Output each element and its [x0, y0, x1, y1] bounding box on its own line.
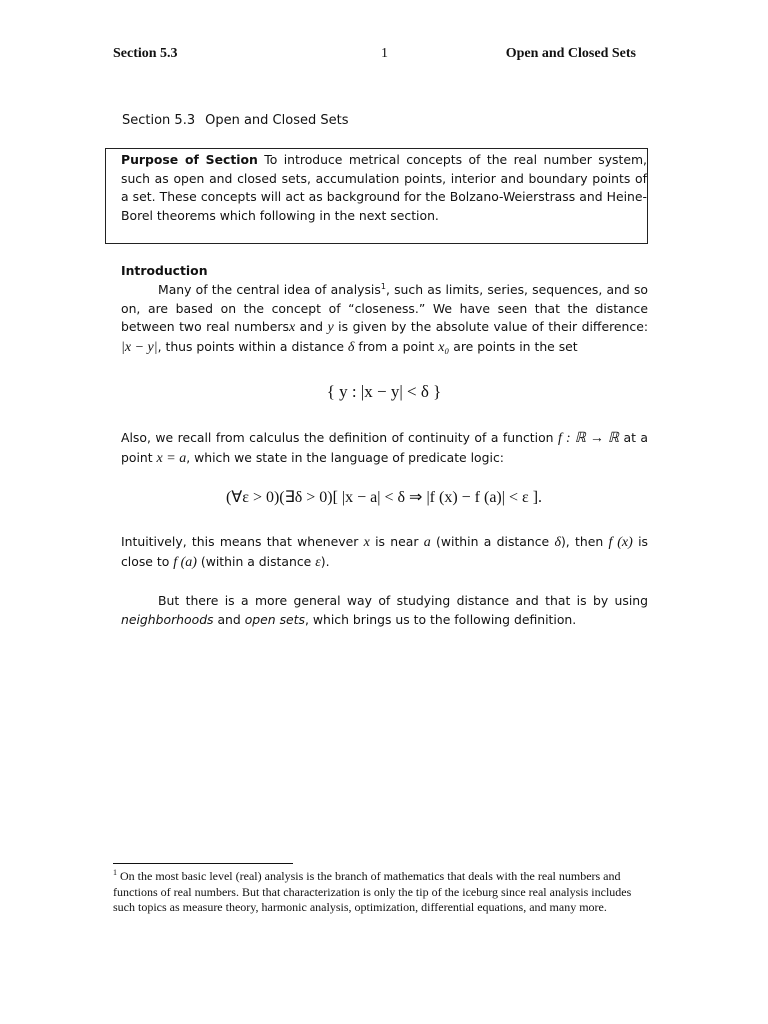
- also-text-c: , which we state in the language of predicate logic:: [186, 449, 504, 465]
- section-number: Section 5.3: [122, 113, 196, 128]
- footnote: [113, 869, 648, 916]
- section-name: Open and Closed Sets: [205, 113, 349, 128]
- intro-and: and: [295, 319, 328, 335]
- f-of-a: f (a): [173, 554, 197, 570]
- intro-text-f: are points in the set: [449, 338, 578, 354]
- general-text-a: But there is a more general way of studying distance and that is by using: [158, 593, 648, 608]
- point-def: x = a: [156, 450, 187, 466]
- intro-text-e: from a point: [354, 338, 439, 354]
- intu-text-g: ).: [320, 553, 330, 569]
- intu-text-b: is near: [369, 534, 424, 549]
- var-x: x: [288, 320, 296, 336]
- intro-text-a: Many of the central idea of analysis: [158, 282, 381, 297]
- f-of-x: f (x): [608, 535, 633, 550]
- var-x-2: x: [363, 535, 370, 550]
- footnote-number: 1: [113, 868, 117, 877]
- purpose-box: [105, 148, 648, 244]
- footnote-text: On the most basic level (real) analysis is the branch of mathematics that deals with the real numbers and functions of real numbers. But that characterization is only the tip of the iceburg since real analysis includes such topics as measure theory, harmonic analysis, optimization, differential equations, and many more.: [113, 869, 632, 914]
- footnote-divider: [113, 863, 293, 864]
- general-text-b: and: [213, 611, 245, 627]
- general-text-c: , which brings us to the following definition.: [304, 611, 577, 627]
- var-a: a: [423, 535, 431, 550]
- intro-text-d: , thus points within a distance: [157, 338, 348, 354]
- delta-symbol: δ: [347, 339, 355, 355]
- introduction-heading: Introduction: [121, 263, 208, 278]
- function-def: f : ℝ → ℝ: [558, 431, 619, 446]
- intu-text-a: Intuitively, this means that whenever: [121, 534, 364, 549]
- term-open-sets: open sets: [244, 611, 305, 627]
- intu-text-c: (within a distance: [430, 534, 555, 549]
- also-text-a: Also, we recall from calculus the definition of continuity of a function: [121, 430, 559, 445]
- section-title: [122, 113, 348, 128]
- intro-text-c: is given by the absolute value of their difference:: [333, 319, 648, 335]
- header-section: Section 5.3: [113, 46, 178, 61]
- introduction-paragraph: [121, 281, 648, 357]
- term-neighborhoods: neighborhoods: [121, 611, 214, 627]
- x0-symbol: x₀: [438, 339, 450, 355]
- intro-text-b: , such as limits, series, sequences, and so on, are based on the concept of “closeness.” We have seen that the distance between two real numbers: [121, 282, 649, 335]
- general-paragraph: [121, 592, 648, 629]
- header-topic: Open and Closed Sets: [505, 46, 636, 61]
- intu-text-f: (within a distance: [196, 553, 316, 569]
- set-expression: { y : |x − y| < δ }: [326, 382, 442, 401]
- header-page-number: 1: [381, 46, 388, 61]
- abs-diff: |x − y|: [121, 339, 158, 355]
- epsilon-symbol: ε: [315, 554, 321, 570]
- intu-text-d: ), then: [560, 534, 609, 549]
- var-y: y: [327, 320, 334, 336]
- delta-symbol-2: δ: [554, 535, 561, 550]
- purpose-label: Purpose of Section: [121, 152, 258, 167]
- continuity-paragraph: [121, 429, 648, 468]
- intuition-paragraph: [121, 533, 648, 572]
- intu-text-e: is close to: [121, 534, 648, 569]
- footnote-mark[interactable]: 1: [380, 281, 386, 291]
- page-header: [113, 46, 636, 66]
- purpose-text: To introduce metrical concepts of the real number system, such as open and closed sets, accumulation points, interior and boundary points of a set. These concepts will act as background for the Bolzano-Weierstrass and Heine-Borel theorems which following in the next section.: [121, 152, 647, 223]
- predicate-logic-formula: (∀ε > 0)(∃δ > 0)[ |x − a| < δ ⇒ |f (x) − f (a)| < ε ].: [225, 489, 543, 506]
- also-text-b: at a point: [121, 430, 649, 465]
